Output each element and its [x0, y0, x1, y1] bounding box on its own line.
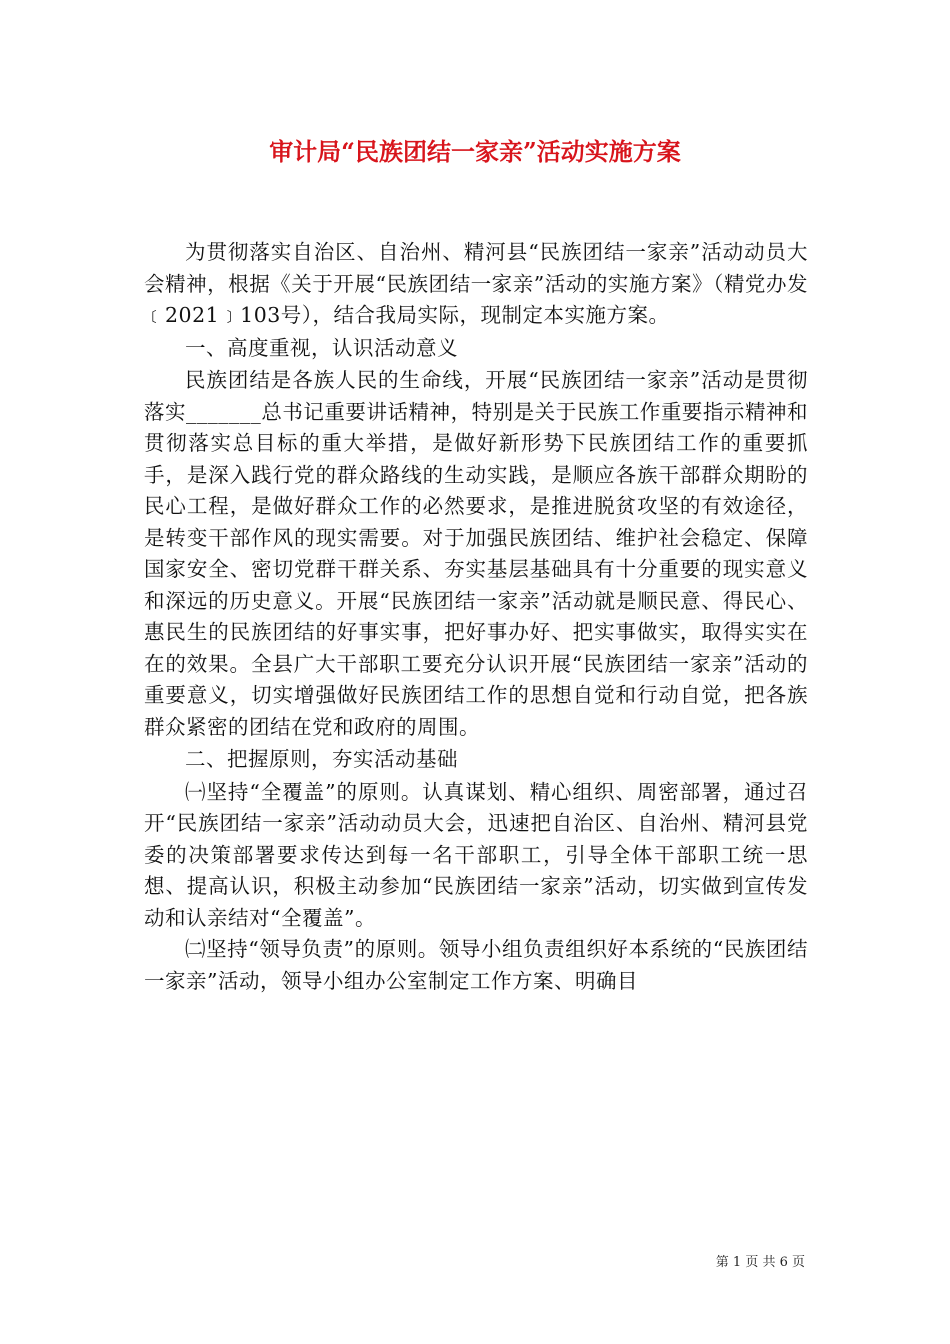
- document-title: 审计局“民族团结一家亲”活动实施方案: [269, 137, 681, 166]
- section-1-paragraph: 民族团结是各族人民的生命线，开展“民族团结一家亲”活动是贯彻落实_______总书记重要讲话精神，特别是关于民族工作重要指示精神和贯彻落实总目标的重大举措，是做好新形势下民族团结工作的重要抓手，是深入践行党的群众路线的生动实践，是顺应各族干部群众期盼的民心工程，是做好群众工作的必然要求，是推进脱贫攻坚的有效途径，是转变干部作风的现实需要。对于加强民族团结、维护社会稳定、保障国家安全、密切党群干群关系、夯实基层基础具有十分重要的现实意义和深远的历史意义。开展“民族团结一家亲”活动就是顺民意、得民心、惠民生的民族团结的好事实事，把好事办好、把实事做实，取得实实在在的效果。全县广大干部职工要充分认识开展“民族团结一家亲”活动的重要意义，切实增强做好民族团结工作的思想自觉和行动自觉，把各族群众紧密的团结在党和政府的周围。: [144, 368, 808, 739]
- section-heading-2: 二、把握原则，夯实活动基础: [185, 747, 458, 771]
- principle-2-paragraph: ㈡坚持“领导负责”的原则。领导小组负责组织好本系统的“民族团结一家亲”活动，领导小组办公室制定工作方案、明确目: [144, 937, 808, 993]
- intro-paragraph: 为贯彻落实自治区、自治州、精河县“民族团结一家亲”活动动员大会精神，根据《关于开展“民族团结一家亲”活动的实施方案》（精党办发﹝2021﹞103号），结合我局实际，现制定本实施方案。: [144, 240, 808, 327]
- document-body: [144, 237, 808, 997]
- page-number-footer: 第 1 页 共 6 页: [715, 1255, 805, 1270]
- principle-1-paragraph: ㈠坚持“全覆盖”的原则。认真谋划、精心组织、周密部署，通过召开“民族团结一家亲”活动动员大会，迅速把自治区、自治州、精河县党委的决策部署要求传达到每一名干部职工，引导全体干部职工统一思想、提高认识，积极主动参加“民族团结一家亲”活动，切实做到宣传发动和认亲结对“全覆盖”。: [144, 779, 808, 930]
- section-heading-1: 一、高度重视，认识活动意义: [185, 335, 458, 360]
